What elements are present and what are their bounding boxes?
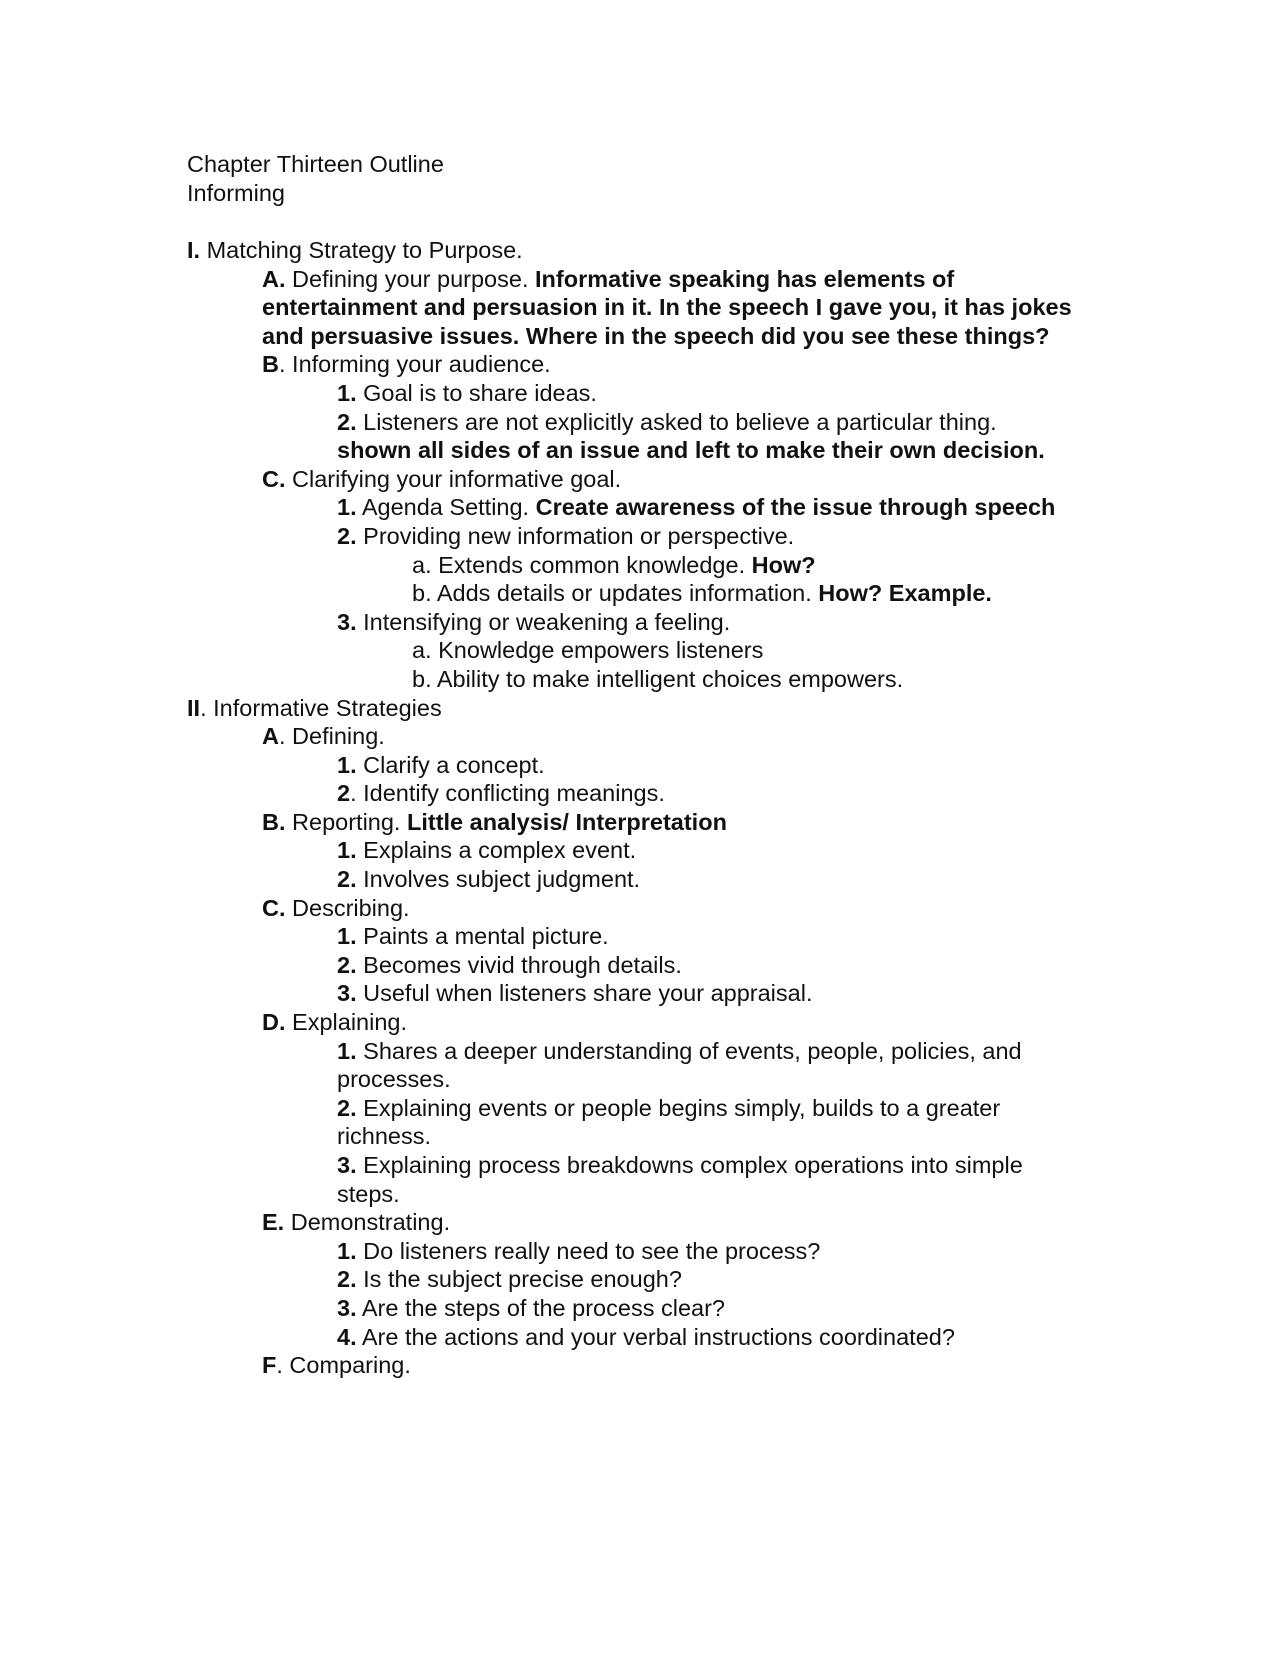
- outline-subitem: [187, 922, 1087, 951]
- item-number: 1.: [337, 379, 357, 406]
- outline-note: [187, 436, 1082, 465]
- item-text: b. Ability to make intelligent choices empowers.: [412, 665, 904, 692]
- item-number: 1.: [337, 923, 357, 950]
- title-block: [187, 150, 444, 207]
- item-text: a. Extends common knowledge.: [412, 551, 752, 578]
- outline-subitem: [187, 1323, 1087, 1352]
- item-note: shown all sides of an issue and left to make their own decision.: [337, 437, 1045, 464]
- item-number: D.: [262, 1009, 286, 1036]
- item-text: Reporting.: [285, 808, 407, 835]
- item-text: Useful when listeners share your appraisal.: [356, 980, 813, 1007]
- item-number: B.: [262, 808, 286, 835]
- item-number: C.: [262, 465, 286, 492]
- page-title: Chapter Thirteen Outline: [187, 151, 444, 177]
- item-number: 2.: [337, 951, 357, 978]
- item-number: 2.: [337, 522, 357, 549]
- outline-subsubitem: [187, 579, 1087, 608]
- item-number: E.: [262, 1209, 285, 1236]
- item-text: Are the steps of the process clear?: [356, 1294, 725, 1321]
- item-number: 2.: [337, 1266, 357, 1293]
- item-note: How? Example.: [818, 580, 992, 607]
- outline-subitem: [187, 1151, 1082, 1208]
- item-number: II: [187, 694, 201, 721]
- item-text: Is the subject precise enough?: [356, 1266, 682, 1293]
- item-number: 1.: [337, 1237, 357, 1264]
- item-text: Explaining events or people begins simply, builds to a greater richness.: [337, 1094, 1001, 1150]
- item-text: Becomes vivid through details.: [356, 951, 682, 978]
- outline-subitem: [187, 1237, 1087, 1266]
- outline-section: [187, 236, 1087, 265]
- outline-item: [187, 722, 1087, 751]
- item-number: 2.: [337, 1094, 357, 1121]
- item-note: Little analysis/ Interpretation: [406, 808, 727, 835]
- item-text: Intensifying or weakening a feeling.: [356, 608, 731, 635]
- item-number: 3.: [337, 1294, 357, 1321]
- outline-subitem: [187, 1294, 1087, 1323]
- item-text: . Comparing.: [276, 1352, 411, 1379]
- item-number: 1.: [337, 751, 357, 778]
- item-number: 2.: [337, 866, 357, 893]
- item-number: 2: [337, 780, 351, 807]
- outline-subitem: [187, 751, 1087, 780]
- outline-subitem: [187, 951, 1087, 980]
- item-text: Demonstrating.: [284, 1209, 451, 1236]
- item-text: Explains a complex event.: [356, 837, 637, 864]
- item-text: . Defining.: [278, 723, 385, 750]
- item-number: 1.: [337, 837, 357, 864]
- outline-item: [187, 1351, 1087, 1380]
- item-text: Explaining process breakdowns complex operations into simple steps.: [337, 1152, 1023, 1207]
- outline-item: [187, 808, 1087, 837]
- outline-item: [187, 894, 1087, 923]
- item-number: A.: [262, 265, 286, 292]
- item-text: Do listeners really need to see the process?: [356, 1237, 821, 1264]
- item-text: Goal is to share ideas.: [356, 379, 597, 406]
- outline-subitem: [187, 408, 1087, 437]
- item-text: Matching Strategy to Purpose.: [200, 237, 523, 263]
- outline-subitem: [187, 608, 1087, 637]
- item-number: 1.: [337, 1037, 357, 1064]
- item-number: C.: [262, 894, 286, 921]
- item-number: 3.: [337, 608, 357, 635]
- item-text: Paints a mental picture.: [356, 923, 609, 950]
- item-text: Providing new information or perspective.: [356, 522, 795, 549]
- item-number: I.: [187, 237, 201, 263]
- outline-subitem: [187, 379, 1087, 408]
- item-number: 3.: [337, 1152, 357, 1178]
- outline-subitem: [187, 779, 1087, 808]
- outline-subsubitem: [187, 551, 1087, 580]
- outline-subitem: [187, 493, 1082, 522]
- outline-subitem: [187, 979, 1087, 1008]
- outline-subitem: [187, 865, 1087, 894]
- item-text: Listeners are not explicitly asked to believe a particular thing.: [356, 408, 997, 435]
- item-number: 1.: [337, 494, 357, 521]
- item-text: . Informative Strategies: [200, 694, 442, 721]
- item-number: 3.: [337, 980, 357, 1007]
- item-text: Clarify a concept.: [356, 751, 545, 778]
- outline-item: [187, 350, 1087, 379]
- item-text: Clarifying your informative goal.: [285, 465, 622, 492]
- item-text: Involves subject judgment.: [356, 866, 641, 893]
- item-number: F: [262, 1352, 277, 1379]
- item-note: Create awareness of the issue through speech: [535, 494, 1056, 521]
- item-text: Defining your purpose.: [285, 265, 536, 292]
- item-text: . Identify conflicting meanings.: [350, 780, 665, 807]
- item-number: A: [262, 723, 279, 750]
- item-text: Explaining.: [285, 1009, 407, 1036]
- outline-subitem: [187, 1094, 1082, 1151]
- item-text: b. Adds details or updates information.: [412, 580, 819, 607]
- item-number: B: [262, 351, 279, 378]
- page-subtitle: Informing: [187, 179, 285, 206]
- item-text: Shares a deeper understanding of events, people, policies, and processes.: [337, 1037, 1022, 1093]
- outline-subitem: [187, 1037, 1082, 1094]
- item-text: . Informing your audience.: [278, 351, 551, 378]
- outline: [187, 236, 1087, 1380]
- item-note: How?: [751, 551, 816, 578]
- outline-item: [187, 1008, 1087, 1037]
- item-note: Informative speaking has elements of entertainment and persuasion in it. In the speech I gave you, it has jokes and persuasive issues. Where in the speech did you see these things?: [262, 265, 1072, 349]
- item-number: 2.: [337, 408, 357, 435]
- outline-section: [187, 694, 1087, 723]
- outline-item: [187, 465, 1087, 494]
- item-text: Are the actions and your verbal instructions coordinated?: [356, 1323, 955, 1350]
- outline-subitem: [187, 522, 1087, 551]
- outline-subsubitem: [187, 636, 1087, 665]
- outline-subitem: [187, 1265, 1087, 1294]
- item-text: Agenda Setting.: [356, 494, 536, 521]
- item-number: 4.: [337, 1323, 357, 1350]
- outline-item: [187, 1208, 1087, 1237]
- outline-item: [187, 265, 1082, 351]
- outline-subitem: [187, 836, 1087, 865]
- item-text: Describing.: [285, 894, 410, 921]
- item-text: a. Knowledge empowers listeners: [412, 637, 764, 664]
- outline-subsubitem: [187, 665, 1087, 694]
